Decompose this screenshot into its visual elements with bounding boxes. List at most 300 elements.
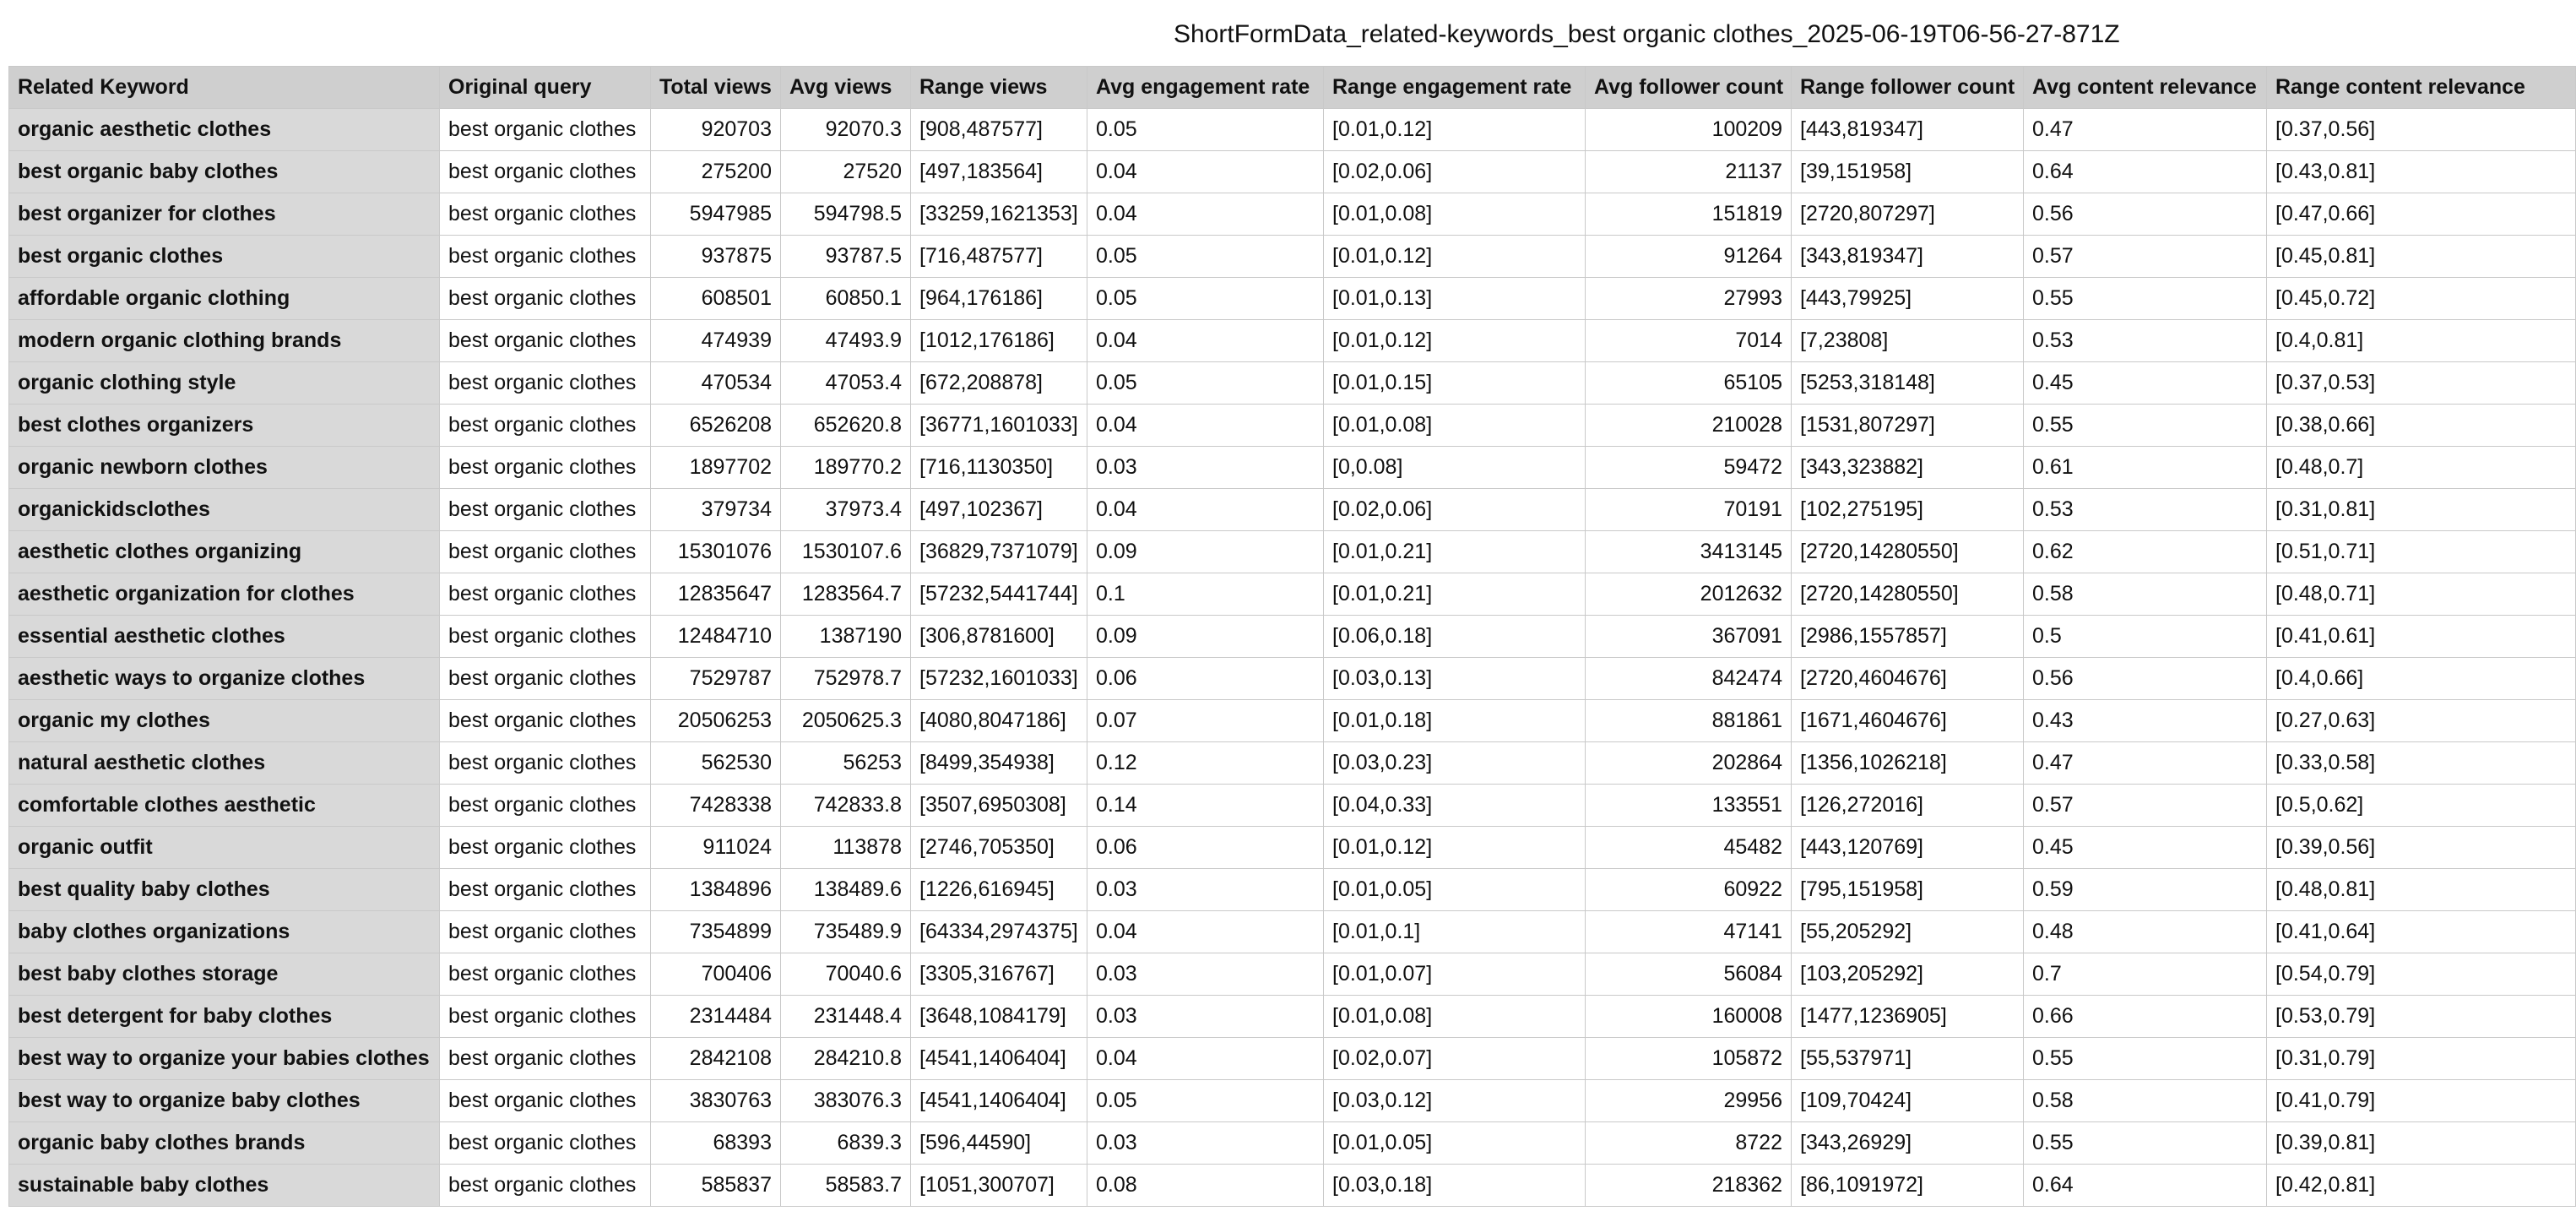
table-cell[interactable]: [126,272016] bbox=[1792, 785, 2024, 827]
table-cell[interactable]: 0.07 bbox=[1087, 700, 1324, 742]
keyword-cell[interactable]: best detergent for baby clothes bbox=[9, 996, 440, 1038]
table-cell[interactable]: best organic clothes bbox=[440, 616, 651, 658]
keyword-cell[interactable]: baby clothes organizations bbox=[9, 911, 440, 953]
table-cell[interactable]: best organic clothes bbox=[440, 658, 651, 700]
table-cell[interactable]: [0.45,0.81] bbox=[2267, 236, 2576, 278]
table-cell[interactable]: [0.06,0.18] bbox=[1324, 616, 1586, 658]
table-cell[interactable]: 474939 bbox=[651, 320, 781, 362]
table-cell[interactable]: [497,183564] bbox=[911, 151, 1087, 193]
table-cell[interactable]: [716,487577] bbox=[911, 236, 1087, 278]
table-cell[interactable]: 68393 bbox=[651, 1122, 781, 1165]
table-cell[interactable]: [57232,1601033] bbox=[911, 658, 1087, 700]
table-cell[interactable]: 842474 bbox=[1586, 658, 1792, 700]
table-cell[interactable]: 0.05 bbox=[1087, 278, 1324, 320]
table-cell[interactable]: [343,26929] bbox=[1792, 1122, 2024, 1165]
table-cell[interactable]: [0.4,0.66] bbox=[2267, 658, 2576, 700]
table-cell[interactable]: 105872 bbox=[1586, 1038, 1792, 1080]
table-cell[interactable]: 379734 bbox=[651, 489, 781, 531]
table-cell[interactable]: 151819 bbox=[1586, 193, 1792, 236]
table-cell[interactable]: [1671,4604676] bbox=[1792, 700, 2024, 742]
table-cell[interactable]: 0.04 bbox=[1087, 1038, 1324, 1080]
table-cell[interactable]: [2720,4604676] bbox=[1792, 658, 2024, 700]
table-cell[interactable]: best organic clothes bbox=[440, 785, 651, 827]
column-header[interactable]: Range content relevance bbox=[2267, 67, 2576, 109]
table-cell[interactable]: [0.27,0.63] bbox=[2267, 700, 2576, 742]
table-cell[interactable]: 27993 bbox=[1586, 278, 1792, 320]
table-cell[interactable]: 0.7 bbox=[2024, 953, 2267, 996]
table-cell[interactable]: best organic clothes bbox=[440, 151, 651, 193]
table-cell[interactable]: 2012632 bbox=[1586, 573, 1792, 616]
table-cell[interactable]: 7354899 bbox=[651, 911, 781, 953]
table-cell[interactable]: 21137 bbox=[1586, 151, 1792, 193]
table-cell[interactable]: 56253 bbox=[781, 742, 911, 785]
table-cell[interactable]: 0.62 bbox=[2024, 531, 2267, 573]
table-cell[interactable]: 113878 bbox=[781, 827, 911, 869]
column-header[interactable]: Range follower count bbox=[1792, 67, 2024, 109]
table-cell[interactable]: best organic clothes bbox=[440, 320, 651, 362]
table-cell[interactable]: [0.48,0.81] bbox=[2267, 869, 2576, 911]
table-cell[interactable]: [0.01,0.21] bbox=[1324, 531, 1586, 573]
table-cell[interactable]: best organic clothes bbox=[440, 827, 651, 869]
table-cell[interactable]: 1384896 bbox=[651, 869, 781, 911]
table-cell[interactable]: [0,0.08] bbox=[1324, 447, 1586, 489]
table-cell[interactable]: 7428338 bbox=[651, 785, 781, 827]
table-cell[interactable]: 6526208 bbox=[651, 405, 781, 447]
table-cell[interactable]: 100209 bbox=[1586, 109, 1792, 151]
table-row bbox=[9, 1165, 2576, 1207]
table-cell[interactable]: 47053.4 bbox=[781, 362, 911, 405]
table-cell[interactable]: 1387190 bbox=[781, 616, 911, 658]
table-cell[interactable]: 15301076 bbox=[651, 531, 781, 573]
table-cell[interactable]: [596,44590] bbox=[911, 1122, 1087, 1165]
column-header[interactable]: Avg follower count bbox=[1586, 67, 1792, 109]
table-cell[interactable]: best organic clothes bbox=[440, 1038, 651, 1080]
table-cell[interactable]: 0.08 bbox=[1087, 1165, 1324, 1207]
table-cell[interactable]: 0.57 bbox=[2024, 236, 2267, 278]
table-cell[interactable]: 284210.8 bbox=[781, 1038, 911, 1080]
table-cell[interactable]: [2720,14280550] bbox=[1792, 531, 2024, 573]
table-cell[interactable]: 92070.3 bbox=[781, 109, 911, 151]
table-cell[interactable]: [0.01,0.05] bbox=[1324, 869, 1586, 911]
table-cell[interactable]: 7014 bbox=[1586, 320, 1792, 362]
table-cell[interactable]: [0.03,0.23] bbox=[1324, 742, 1586, 785]
table-cell[interactable]: [672,208878] bbox=[911, 362, 1087, 405]
table-cell[interactable]: [2720,14280550] bbox=[1792, 573, 2024, 616]
table-cell[interactable]: best organic clothes bbox=[440, 236, 651, 278]
table-cell[interactable]: 0.04 bbox=[1087, 151, 1324, 193]
table-cell[interactable]: best organic clothes bbox=[440, 447, 651, 489]
table-cell[interactable]: [0.51,0.71] bbox=[2267, 531, 2576, 573]
table-cell[interactable]: [0.01,0.13] bbox=[1324, 278, 1586, 320]
table-cell[interactable]: 8722 bbox=[1586, 1122, 1792, 1165]
table-cell[interactable]: [0.39,0.56] bbox=[2267, 827, 2576, 869]
table-cell[interactable]: 93787.5 bbox=[781, 236, 911, 278]
table-cell[interactable]: best organic clothes bbox=[440, 362, 651, 405]
table-cell[interactable]: [0.31,0.79] bbox=[2267, 1038, 2576, 1080]
table-cell[interactable]: 0.03 bbox=[1087, 447, 1324, 489]
table-cell[interactable]: 3413145 bbox=[1586, 531, 1792, 573]
table-cell[interactable]: 29956 bbox=[1586, 1080, 1792, 1122]
table-cell[interactable]: [0.02,0.06] bbox=[1324, 489, 1586, 531]
table-cell[interactable]: [716,1130350] bbox=[911, 447, 1087, 489]
table-cell[interactable]: [3648,1084179] bbox=[911, 996, 1087, 1038]
table-cell[interactable]: [0.37,0.53] bbox=[2267, 362, 2576, 405]
table-cell[interactable]: [1531,807297] bbox=[1792, 405, 2024, 447]
table-cell[interactable]: 0.58 bbox=[2024, 1080, 2267, 1122]
table-cell[interactable]: 37973.4 bbox=[781, 489, 911, 531]
table-cell[interactable]: [0.45,0.72] bbox=[2267, 278, 2576, 320]
keyword-cell[interactable]: affordable organic clothing bbox=[9, 278, 440, 320]
table-cell[interactable]: 1530107.6 bbox=[781, 531, 911, 573]
table-cell[interactable]: [39,151958] bbox=[1792, 151, 2024, 193]
table-cell[interactable]: [443,120769] bbox=[1792, 827, 2024, 869]
table-cell[interactable]: [103,205292] bbox=[1792, 953, 2024, 996]
table-cell[interactable]: best organic clothes bbox=[440, 911, 651, 953]
table-cell[interactable]: [0.02,0.06] bbox=[1324, 151, 1586, 193]
table-cell[interactable]: 138489.6 bbox=[781, 869, 911, 911]
table-cell[interactable]: [36829,7371079] bbox=[911, 531, 1087, 573]
table-cell[interactable]: [0.43,0.81] bbox=[2267, 151, 2576, 193]
table-cell[interactable]: [5253,318148] bbox=[1792, 362, 2024, 405]
table-cell[interactable]: best organic clothes bbox=[440, 489, 651, 531]
table-cell[interactable]: 218362 bbox=[1586, 1165, 1792, 1207]
table-cell[interactable]: 0.55 bbox=[2024, 278, 2267, 320]
table-cell[interactable]: [7,23808] bbox=[1792, 320, 2024, 362]
table-cell[interactable]: 45482 bbox=[1586, 827, 1792, 869]
table-cell[interactable]: 0.09 bbox=[1087, 531, 1324, 573]
table-cell[interactable]: [0.02,0.07] bbox=[1324, 1038, 1586, 1080]
table-cell[interactable]: [1477,1236905] bbox=[1792, 996, 2024, 1038]
keyword-cell[interactable]: organickidsclothes bbox=[9, 489, 440, 531]
table-cell[interactable]: best organic clothes bbox=[440, 531, 651, 573]
keyword-cell[interactable]: best clothes organizers bbox=[9, 405, 440, 447]
table-cell[interactable]: [0.53,0.79] bbox=[2267, 996, 2576, 1038]
table-cell[interactable]: [443,819347] bbox=[1792, 109, 2024, 151]
table-cell[interactable]: [4080,8047186] bbox=[911, 700, 1087, 742]
keyword-cell[interactable]: aesthetic ways to organize clothes bbox=[9, 658, 440, 700]
table-cell[interactable]: [0.01,0.12] bbox=[1324, 320, 1586, 362]
table-cell[interactable]: best organic clothes bbox=[440, 1122, 651, 1165]
column-header[interactable]: Avg content relevance bbox=[2024, 67, 2267, 109]
table-cell[interactable]: 47141 bbox=[1586, 911, 1792, 953]
table-cell[interactable]: 0.55 bbox=[2024, 1122, 2267, 1165]
table-cell[interactable]: [443,79925] bbox=[1792, 278, 2024, 320]
table-cell[interactable]: 6839.3 bbox=[781, 1122, 911, 1165]
table-cell[interactable]: 70191 bbox=[1586, 489, 1792, 531]
table-cell[interactable]: best organic clothes bbox=[440, 1080, 651, 1122]
table-cell[interactable]: [1356,1026218] bbox=[1792, 742, 2024, 785]
column-header[interactable]: Range views bbox=[911, 67, 1087, 109]
keyword-cell[interactable]: natural aesthetic clothes bbox=[9, 742, 440, 785]
table-cell[interactable]: 608501 bbox=[651, 278, 781, 320]
keyword-cell[interactable]: aesthetic clothes organizing bbox=[9, 531, 440, 573]
table-cell[interactable]: [4541,1406404] bbox=[911, 1080, 1087, 1122]
table-cell[interactable]: 70040.6 bbox=[781, 953, 911, 996]
table-cell[interactable]: best organic clothes bbox=[440, 405, 651, 447]
table-cell[interactable]: [0.39,0.81] bbox=[2267, 1122, 2576, 1165]
table-cell[interactable]: 0.5 bbox=[2024, 616, 2267, 658]
table-cell[interactable]: 47493.9 bbox=[781, 320, 911, 362]
table-cell[interactable]: [0.01,0.08] bbox=[1324, 193, 1586, 236]
table-cell[interactable]: 0.64 bbox=[2024, 1165, 2267, 1207]
table-cell[interactable]: [2720,807297] bbox=[1792, 193, 2024, 236]
keyword-cell[interactable]: comfortable clothes aesthetic bbox=[9, 785, 440, 827]
table-cell[interactable]: 2842108 bbox=[651, 1038, 781, 1080]
table-cell[interactable]: 2050625.3 bbox=[781, 700, 911, 742]
table-cell[interactable]: [57232,5441744] bbox=[911, 573, 1087, 616]
table-cell[interactable]: 0.06 bbox=[1087, 658, 1324, 700]
table-cell[interactable]: 56084 bbox=[1586, 953, 1792, 996]
table-cell[interactable]: [343,323882] bbox=[1792, 447, 2024, 489]
table-cell[interactable]: 0.58 bbox=[2024, 573, 2267, 616]
table-cell[interactable]: 0.03 bbox=[1087, 953, 1324, 996]
table-cell[interactable]: 0.05 bbox=[1087, 236, 1324, 278]
table-cell[interactable]: 202864 bbox=[1586, 742, 1792, 785]
table-cell[interactable]: 700406 bbox=[651, 953, 781, 996]
table-cell[interactable]: 12835647 bbox=[651, 573, 781, 616]
table-cell[interactable]: [64334,2974375] bbox=[911, 911, 1087, 953]
table-cell[interactable]: [0.01,0.08] bbox=[1324, 405, 1586, 447]
table-cell[interactable]: 920703 bbox=[651, 109, 781, 151]
table-cell[interactable]: [36771,1601033] bbox=[911, 405, 1087, 447]
table-cell[interactable]: 20506253 bbox=[651, 700, 781, 742]
table-cell[interactable]: 0.59 bbox=[2024, 869, 2267, 911]
table-cell[interactable]: [0.01,0.15] bbox=[1324, 362, 1586, 405]
table-cell[interactable]: 0.64 bbox=[2024, 151, 2267, 193]
table-cell[interactable]: [102,275195] bbox=[1792, 489, 2024, 531]
table-cell[interactable]: [55,205292] bbox=[1792, 911, 2024, 953]
table-cell[interactable]: [0.01,0.21] bbox=[1324, 573, 1586, 616]
table-cell[interactable]: [3305,316767] bbox=[911, 953, 1087, 996]
table-cell[interactable]: 0.05 bbox=[1087, 109, 1324, 151]
table-cell[interactable]: [86,1091972] bbox=[1792, 1165, 2024, 1207]
table-cell[interactable]: 0.45 bbox=[2024, 827, 2267, 869]
keyword-cell[interactable]: organic baby clothes brands bbox=[9, 1122, 440, 1165]
table-cell[interactable]: 275200 bbox=[651, 151, 781, 193]
table-cell[interactable]: [0.41,0.79] bbox=[2267, 1080, 2576, 1122]
table-cell[interactable]: [0.38,0.66] bbox=[2267, 405, 2576, 447]
table-cell[interactable]: 0.61 bbox=[2024, 447, 2267, 489]
table-cell[interactable]: [0.01,0.1] bbox=[1324, 911, 1586, 953]
table-cell[interactable]: [0.03,0.18] bbox=[1324, 1165, 1586, 1207]
table-cell[interactable]: [0.33,0.58] bbox=[2267, 742, 2576, 785]
table-cell[interactable]: [0.4,0.81] bbox=[2267, 320, 2576, 362]
table-cell[interactable]: [0.03,0.12] bbox=[1324, 1080, 1586, 1122]
table-cell[interactable]: 0.53 bbox=[2024, 320, 2267, 362]
table-cell[interactable]: best organic clothes bbox=[440, 109, 651, 151]
table-cell[interactable]: best organic clothes bbox=[440, 1165, 651, 1207]
table-cell[interactable]: 0.56 bbox=[2024, 658, 2267, 700]
table-cell[interactable]: 3830763 bbox=[651, 1080, 781, 1122]
table-cell[interactable]: [0.01,0.12] bbox=[1324, 236, 1586, 278]
table-cell[interactable]: [1012,176186] bbox=[911, 320, 1087, 362]
column-header[interactable]: Range engagement rate bbox=[1324, 67, 1586, 109]
table-cell[interactable]: best organic clothes bbox=[440, 953, 651, 996]
table-cell[interactable]: 60922 bbox=[1586, 869, 1792, 911]
table-cell[interactable]: 1283564.7 bbox=[781, 573, 911, 616]
table-cell[interactable]: 0.48 bbox=[2024, 911, 2267, 953]
table-cell[interactable]: [908,487577] bbox=[911, 109, 1087, 151]
table-cell[interactable]: 0.09 bbox=[1087, 616, 1324, 658]
table-cell[interactable]: 0.03 bbox=[1087, 996, 1324, 1038]
table-cell[interactable]: [0.03,0.13] bbox=[1324, 658, 1586, 700]
table-cell[interactable]: 0.47 bbox=[2024, 742, 2267, 785]
table-cell[interactable]: 0.04 bbox=[1087, 193, 1324, 236]
keyword-cell[interactable]: sustainable baby clothes bbox=[9, 1165, 440, 1207]
table-cell[interactable]: [795,151958] bbox=[1792, 869, 2024, 911]
table-cell[interactable]: 210028 bbox=[1586, 405, 1792, 447]
table-cell[interactable]: 0.45 bbox=[2024, 362, 2267, 405]
table-cell[interactable]: 383076.3 bbox=[781, 1080, 911, 1122]
table-cell[interactable]: [0.37,0.56] bbox=[2267, 109, 2576, 151]
table-cell[interactable]: 752978.7 bbox=[781, 658, 911, 700]
column-header[interactable]: Total views bbox=[651, 67, 781, 109]
table-cell[interactable]: 65105 bbox=[1586, 362, 1792, 405]
table-cell[interactable]: 0.04 bbox=[1087, 489, 1324, 531]
table-cell[interactable]: 585837 bbox=[651, 1165, 781, 1207]
table-cell[interactable]: [2746,705350] bbox=[911, 827, 1087, 869]
table-cell[interactable]: [0.31,0.81] bbox=[2267, 489, 2576, 531]
table-cell[interactable]: [0.41,0.61] bbox=[2267, 616, 2576, 658]
table-cell[interactable]: 0.53 bbox=[2024, 489, 2267, 531]
table-cell[interactable]: best organic clothes bbox=[440, 573, 651, 616]
table-cell[interactable]: 91264 bbox=[1586, 236, 1792, 278]
table-cell[interactable]: 2314484 bbox=[651, 996, 781, 1038]
table-cell[interactable]: [8499,354938] bbox=[911, 742, 1087, 785]
column-header[interactable]: Related Keyword bbox=[9, 67, 440, 109]
table-cell[interactable]: [0.41,0.64] bbox=[2267, 911, 2576, 953]
keyword-cell[interactable]: organic my clothes bbox=[9, 700, 440, 742]
table-cell[interactable]: [3507,6950308] bbox=[911, 785, 1087, 827]
table-row bbox=[9, 996, 2576, 1038]
keyword-cell[interactable]: best quality baby clothes bbox=[9, 869, 440, 911]
table-cell[interactable]: 5947985 bbox=[651, 193, 781, 236]
table-cell[interactable]: 0.56 bbox=[2024, 193, 2267, 236]
keyword-cell[interactable]: best way to organize baby clothes bbox=[9, 1080, 440, 1122]
table-cell[interactable]: best organic clothes bbox=[440, 278, 651, 320]
keyword-cell[interactable]: aesthetic organization for clothes bbox=[9, 573, 440, 616]
table-cell[interactable]: 0.03 bbox=[1087, 1122, 1324, 1165]
table-cell[interactable]: 0.55 bbox=[2024, 1038, 2267, 1080]
table-cell[interactable]: [964,176186] bbox=[911, 278, 1087, 320]
table-cell[interactable]: 12484710 bbox=[651, 616, 781, 658]
table-cell[interactable]: 911024 bbox=[651, 827, 781, 869]
table-cell[interactable]: 0.43 bbox=[2024, 700, 2267, 742]
table-cell[interactable]: 7529787 bbox=[651, 658, 781, 700]
table-cell[interactable]: 0.57 bbox=[2024, 785, 2267, 827]
table-cell[interactable]: 881861 bbox=[1586, 700, 1792, 742]
table-cell[interactable]: [306,8781600] bbox=[911, 616, 1087, 658]
table-cell[interactable]: [109,70424] bbox=[1792, 1080, 2024, 1122]
table-cell[interactable]: [0.01,0.08] bbox=[1324, 996, 1586, 1038]
table-cell[interactable]: 0.06 bbox=[1087, 827, 1324, 869]
table-cell[interactable]: 562530 bbox=[651, 742, 781, 785]
table-cell[interactable]: 58583.7 bbox=[781, 1165, 911, 1207]
keyword-cell[interactable]: organic clothing style bbox=[9, 362, 440, 405]
table-cell[interactable]: best organic clothes bbox=[440, 700, 651, 742]
table-cell[interactable]: 652620.8 bbox=[781, 405, 911, 447]
table-cell[interactable]: 735489.9 bbox=[781, 911, 911, 953]
table-cell[interactable]: 0.04 bbox=[1087, 911, 1324, 953]
table-cell[interactable]: 0.04 bbox=[1087, 405, 1324, 447]
table-cell[interactable]: 160008 bbox=[1586, 996, 1792, 1038]
table-cell[interactable]: 367091 bbox=[1586, 616, 1792, 658]
table-cell[interactable]: 0.12 bbox=[1087, 742, 1324, 785]
table-cell[interactable]: 0.47 bbox=[2024, 109, 2267, 151]
keyword-cell[interactable]: organic aesthetic clothes bbox=[9, 109, 440, 151]
table-cell[interactable]: [0.48,0.7] bbox=[2267, 447, 2576, 489]
table-cell[interactable]: 0.05 bbox=[1087, 1080, 1324, 1122]
table-cell[interactable]: [1226,616945] bbox=[911, 869, 1087, 911]
table-cell[interactable]: 133551 bbox=[1586, 785, 1792, 827]
table-cell[interactable]: 60850.1 bbox=[781, 278, 911, 320]
table-cell[interactable]: 0.03 bbox=[1087, 869, 1324, 911]
keyword-cell[interactable]: best way to organize your babies clothes bbox=[9, 1038, 440, 1080]
table-cell[interactable]: [0.47,0.66] bbox=[2267, 193, 2576, 236]
keyword-cell[interactable]: best organizer for clothes bbox=[9, 193, 440, 236]
table-cell[interactable]: 0.05 bbox=[1087, 362, 1324, 405]
table-cell[interactable]: 937875 bbox=[651, 236, 781, 278]
table-cell[interactable]: [0.01,0.12] bbox=[1324, 827, 1586, 869]
table-cell[interactable]: 189770.2 bbox=[781, 447, 911, 489]
table-cell[interactable]: best organic clothes bbox=[440, 742, 651, 785]
table-cell[interactable]: [2986,1557857] bbox=[1792, 616, 2024, 658]
column-header[interactable]: Original query bbox=[440, 67, 651, 109]
table-cell[interactable]: 0.14 bbox=[1087, 785, 1324, 827]
table-cell[interactable]: 470534 bbox=[651, 362, 781, 405]
table-cell[interactable]: 742833.8 bbox=[781, 785, 911, 827]
column-header[interactable]: Avg views bbox=[781, 67, 911, 109]
table-cell[interactable]: [343,819347] bbox=[1792, 236, 2024, 278]
table-cell[interactable]: 1897702 bbox=[651, 447, 781, 489]
table-cell[interactable]: [33259,1621353] bbox=[911, 193, 1087, 236]
table-cell[interactable]: [0.42,0.81] bbox=[2267, 1165, 2576, 1207]
keyword-cell[interactable]: organic newborn clothes bbox=[9, 447, 440, 489]
table-cell[interactable]: [55,537971] bbox=[1792, 1038, 2024, 1080]
table-cell[interactable]: [0.01,0.12] bbox=[1324, 109, 1586, 151]
table-cell[interactable]: [0.54,0.79] bbox=[2267, 953, 2576, 996]
table-cell[interactable]: [497,102367] bbox=[911, 489, 1087, 531]
table-cell[interactable]: [0.01,0.07] bbox=[1324, 953, 1586, 996]
table-cell[interactable]: [0.01,0.18] bbox=[1324, 700, 1586, 742]
table-cell[interactable]: [1051,300707] bbox=[911, 1165, 1087, 1207]
keyword-cell[interactable]: essential aesthetic clothes bbox=[9, 616, 440, 658]
column-header[interactable]: Avg engagement rate bbox=[1087, 67, 1324, 109]
table-cell[interactable]: 0.66 bbox=[2024, 996, 2267, 1038]
spreadsheet-grid[interactable] bbox=[8, 66, 2525, 1211]
table-cell[interactable]: 0.04 bbox=[1087, 320, 1324, 362]
table-cell[interactable]: 0.55 bbox=[2024, 405, 2267, 447]
table-cell[interactable]: 594798.5 bbox=[781, 193, 911, 236]
table-cell[interactable]: best organic clothes bbox=[440, 193, 651, 236]
keyword-cell[interactable]: best baby clothes storage bbox=[9, 953, 440, 996]
table-cell[interactable]: 59472 bbox=[1586, 447, 1792, 489]
keyword-cell[interactable]: best organic baby clothes bbox=[9, 151, 440, 193]
table-cell[interactable]: best organic clothes bbox=[440, 869, 651, 911]
table-cell[interactable]: [0.04,0.33] bbox=[1324, 785, 1586, 827]
table-cell[interactable]: [0.48,0.71] bbox=[2267, 573, 2576, 616]
table-cell[interactable]: 231448.4 bbox=[781, 996, 911, 1038]
table-cell[interactable]: [0.5,0.62] bbox=[2267, 785, 2576, 827]
keyword-cell[interactable]: best organic clothes bbox=[9, 236, 440, 278]
keyword-cell[interactable]: modern organic clothing brands bbox=[9, 320, 440, 362]
table-cell[interactable]: 0.1 bbox=[1087, 573, 1324, 616]
table-cell[interactable]: best organic clothes bbox=[440, 996, 651, 1038]
table-cell[interactable]: [4541,1406404] bbox=[911, 1038, 1087, 1080]
table-cell[interactable]: 27520 bbox=[781, 151, 911, 193]
keyword-cell[interactable]: organic outfit bbox=[9, 827, 440, 869]
table-cell[interactable]: [0.01,0.05] bbox=[1324, 1122, 1586, 1165]
